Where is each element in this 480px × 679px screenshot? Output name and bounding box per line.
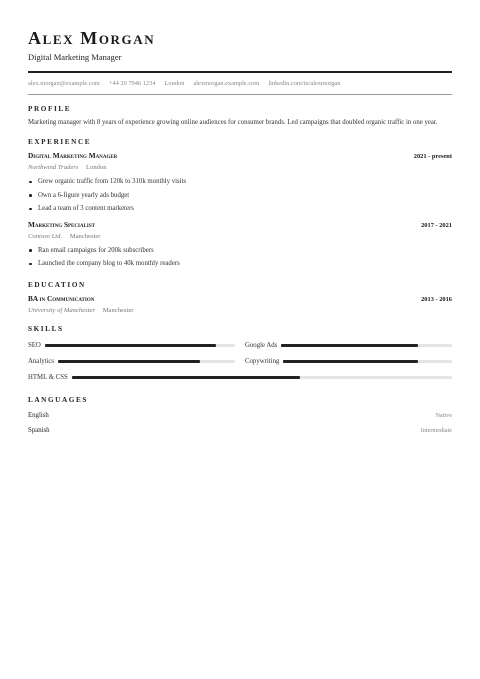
languages-list — [28, 408, 452, 438]
education-school: University of Manchester — [28, 306, 96, 314]
education-entry — [28, 294, 452, 315]
job-bullets — [28, 175, 452, 216]
job-bullet: Grew organic traffic from 120k to 310k monthly visits — [28, 175, 452, 189]
contact-bar — [28, 79, 452, 88]
education-degree: BA in Communication — [28, 293, 95, 303]
skill-item — [28, 342, 235, 349]
skill-bar-fill — [45, 344, 216, 347]
job-location: Manchester — [69, 232, 101, 240]
section-title-education: EDUCATION — [28, 280, 86, 289]
section-title-profile: PROFILE — [28, 105, 72, 113]
section-title-skills: SKILLS — [28, 324, 64, 333]
skill-name: Copywriting — [245, 358, 280, 365]
skill-bar — [72, 376, 452, 379]
job-bullet: Lead a team of 3 content marketers — [28, 202, 452, 216]
skill-name: Analytics — [28, 358, 55, 365]
skill-name: Google Ads — [245, 342, 278, 349]
skill-bar — [281, 344, 452, 347]
language-level: Native — [435, 411, 452, 419]
job-dates: 2021 - present — [413, 153, 452, 160]
skill-bar-fill — [283, 360, 418, 363]
language-name: Spanish — [28, 426, 50, 434]
experience-entry — [28, 151, 452, 216]
language-item — [28, 408, 452, 423]
job-dates: 2017 - 2021 — [421, 221, 452, 229]
skill-item — [28, 358, 235, 365]
education-location: Manchester — [102, 306, 134, 314]
language-item — [28, 423, 452, 438]
contact-divider — [28, 94, 452, 95]
job-bullet: Own a 6-figure yearly ads budget — [28, 189, 452, 203]
skill-item — [245, 358, 452, 365]
job-title: Marketing Specialist — [28, 219, 95, 229]
section-title-experience: EXPERIENCE — [28, 138, 92, 146]
skill-bar-fill — [72, 376, 300, 379]
skill-bar — [58, 360, 235, 363]
skill-item — [28, 374, 452, 381]
contact-email[interactable]: alex.morgan@example.com — [28, 80, 100, 87]
job-bullets — [28, 244, 452, 271]
job-company: Contoso Ltd. — [28, 232, 63, 240]
experience-entry — [28, 220, 452, 271]
job-bullet: Launched the company blog to 40k monthly readers — [28, 257, 452, 271]
contact-linkedin[interactable]: linkedin.com/in/alexmorgan — [268, 80, 341, 87]
profile-summary: Marketing manager with 8 years of experience growing online audiences for consumer brands. Led campaigns that doubled organic traffic in one year. — [28, 119, 438, 126]
language-level: Intermediate — [420, 426, 452, 434]
job-company: Northwind Traders — [28, 164, 79, 171]
education-dates: 2013 - 2016 — [421, 295, 452, 303]
skill-bar-fill — [58, 360, 200, 363]
contact-website[interactable]: alexmorgan.example.com — [193, 80, 260, 87]
resume-role: Digital Marketing Manager — [28, 52, 122, 62]
job-title: Digital Marketing Manager — [28, 151, 118, 160]
resume-name: Alex Morgan — [28, 28, 156, 48]
header-divider — [28, 71, 452, 73]
skill-item — [245, 342, 452, 349]
job-bullet: Ran email campaigns for 200k subscribers — [28, 244, 452, 258]
skill-bar-fill — [281, 344, 418, 347]
skills-list — [28, 338, 452, 386]
job-location: London — [86, 164, 107, 171]
skill-bar — [45, 344, 235, 347]
contact-phone[interactable]: +44 20 7946 1234 — [108, 80, 156, 87]
skill-name: SEO — [28, 342, 41, 349]
section-title-languages: LANGUAGES — [28, 395, 88, 404]
skill-name: HTML & CSS — [28, 374, 68, 381]
contact-city: London — [164, 80, 185, 87]
language-name: English — [28, 411, 49, 419]
skill-bar — [283, 360, 452, 363]
